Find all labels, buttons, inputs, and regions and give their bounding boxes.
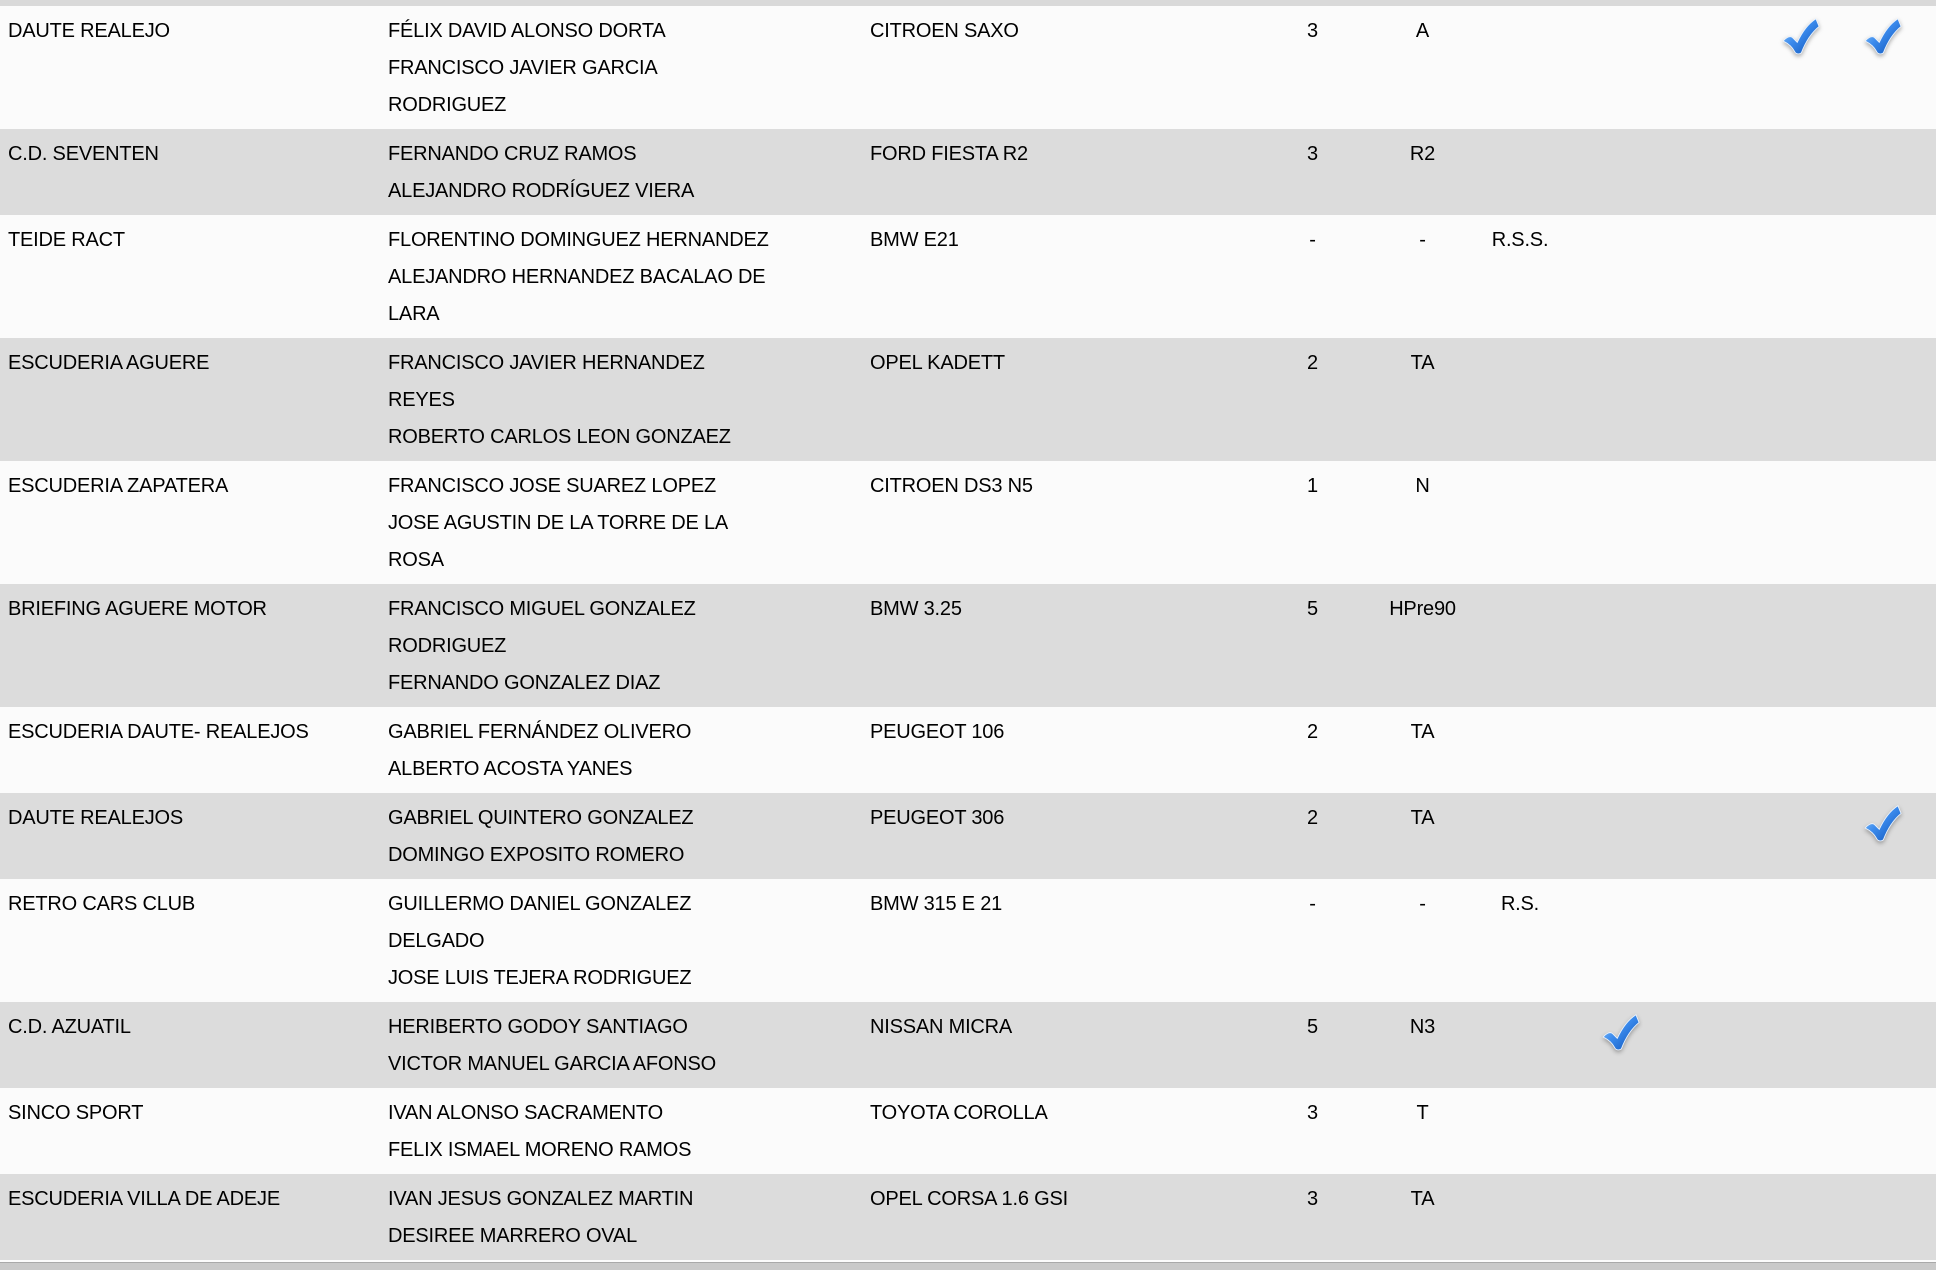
driver-line: RODRIGUEZ [388,94,507,116]
car-name: FORD FIESTA R2 [870,143,1028,165]
team-cell [0,707,388,793]
entry-number: 3 [1307,1102,1318,1124]
entry-number: 3 [1307,143,1318,165]
car-cell [870,793,1245,879]
check-cell-1 [1575,879,1665,1002]
number-cell [1245,1002,1380,1088]
class-code: T [1416,1102,1429,1124]
driver-line: JOSE LUIS TEJERA RODRIGUEZ [388,967,692,989]
driver-line: ALBERTO ACOSTA YANES [388,758,633,780]
drivers-cell [388,461,870,584]
car-cell [870,879,1245,1002]
class-code: HPre90 [1389,598,1456,620]
driver-line: FERNANDO CRUZ RAMOS [388,143,637,165]
driver-line: ALEJANDRO HERNANDEZ BACALAO DE [388,266,766,288]
drivers-cell [388,879,870,1002]
series-cell [1465,1088,1575,1174]
check-cell-2 [1755,215,1845,338]
driver-line: HERIBERTO GODOY SANTIAGO [388,1016,688,1038]
series-cell [1465,215,1575,338]
car-name: CITROEN DS3 N5 [870,475,1033,497]
team-name: RETRO CARS CLUB [8,893,196,915]
car-name: CITROEN SAXO [870,20,1019,42]
check-cell-3 [1845,1002,1936,1088]
entry-number: 1 [1307,475,1318,497]
car-cell [870,1002,1245,1088]
driver-line: REYES [388,389,455,411]
drivers-cell [388,215,870,338]
entries-table [0,6,1936,1260]
table-row [0,461,1936,584]
check-cell-2 [1755,879,1845,1002]
number-cell [1245,215,1380,338]
driver-line: GABRIEL QUINTERO GONZALEZ [388,807,694,829]
check-cell-1 [1575,215,1665,338]
car-cell [870,461,1245,584]
check-icon[interactable] [1862,803,1902,843]
check-cell-2 [1755,707,1845,793]
check-cell-1 [1575,793,1665,879]
drivers-cell [388,707,870,793]
drivers-cell [388,584,870,707]
series-cell [1465,461,1575,584]
check-cell-1 [1575,584,1665,707]
team-cell [0,793,388,879]
check-cell-3 [1845,6,1936,129]
team-cell [0,215,388,338]
gap-cell [1665,793,1755,879]
team-cell [0,1088,388,1174]
team-name: DAUTE REALEJO [8,20,170,42]
driver-line: ALEJANDRO RODRÍGUEZ VIERA [388,180,695,202]
number-cell [1245,129,1380,215]
check-cell-2 [1755,584,1845,707]
team-name: DAUTE REALEJOS [8,807,184,829]
gap-cell [1665,1088,1755,1174]
drivers-cell [388,129,870,215]
table-row [0,129,1936,215]
class-code: TA [1410,1188,1435,1210]
check-cell-2 [1755,461,1845,584]
car-cell [870,1088,1245,1174]
series-cell [1465,879,1575,1002]
series-code: R.S.S. [1491,229,1549,251]
class-code: R2 [1409,143,1436,165]
gap-cell [1665,707,1755,793]
car-name: OPEL KADETT [870,352,1005,374]
check-icon[interactable] [1780,16,1820,56]
table-row [0,6,1936,129]
driver-line: JOSE AGUSTIN DE LA TORRE DE LA [388,512,729,534]
entry-number: 3 [1307,20,1318,42]
number-cell [1245,707,1380,793]
car-name: PEUGEOT 106 [870,721,1005,743]
number-cell [1245,584,1380,707]
driver-line: ROSA [388,549,444,571]
class-cell [1380,584,1465,707]
driver-line: FRANCISCO JOSE SUAREZ LOPEZ [388,475,716,497]
class-cell [1380,6,1465,129]
check-cell-2 [1755,338,1845,461]
entry-number: 2 [1307,807,1318,829]
check-cell-3 [1845,215,1936,338]
check-icon[interactable] [1862,16,1902,56]
class-cell [1380,1088,1465,1174]
driver-line: ROBERTO CARLOS LEON GONZAEZ [388,426,731,448]
number-cell [1245,461,1380,584]
team-name: ESCUDERIA AGUERE [8,352,210,374]
number-cell [1245,879,1380,1002]
number-cell [1245,793,1380,879]
check-cell-1 [1575,461,1665,584]
check-cell-2 [1755,129,1845,215]
entry-number: 2 [1307,352,1318,374]
driver-line: DESIREE MARRERO OVAL [388,1225,638,1247]
entry-number: 5 [1307,598,1318,620]
driver-line: FRANCISCO JAVIER GARCIA [388,57,658,79]
driver-line: FÉLIX DAVID ALONSO DORTA [388,20,666,42]
gap-cell [1665,1174,1755,1260]
table-row [0,338,1936,461]
driver-line: DOMINGO EXPOSITO ROMERO [388,844,685,866]
driver-line: VICTOR MANUEL GARCIA AFONSO [388,1053,716,1075]
car-cell [870,215,1245,338]
entry-number: 2 [1307,721,1318,743]
driver-line: DELGADO [388,930,485,952]
check-cell-2 [1755,6,1845,129]
car-name: BMW 315 E 21 [870,893,1003,915]
check-cell-3 [1845,1088,1936,1174]
number-cell [1245,1174,1380,1260]
driver-line: RODRIGUEZ [388,635,507,657]
series-cell [1465,338,1575,461]
check-cell-1 [1575,6,1665,129]
check-cell-3 [1845,1174,1936,1260]
team-name: C.D. AZUATIL [8,1016,131,1038]
check-cell-2 [1755,793,1845,879]
number-cell [1245,1088,1380,1174]
car-name: BMW 3.25 [870,598,962,620]
table-row [0,707,1936,793]
entry-number: 3 [1307,1188,1318,1210]
check-cell-3 [1845,707,1936,793]
check-cell-1 [1575,1088,1665,1174]
car-cell [870,1174,1245,1260]
car-cell [870,584,1245,707]
check-cell-1 [1575,1002,1665,1088]
gap-cell [1665,879,1755,1002]
series-cell [1465,793,1575,879]
check-icon[interactable] [1600,1012,1640,1052]
series-cell [1465,1174,1575,1260]
number-cell [1245,6,1380,129]
team-name: SINCO SPORT [8,1102,144,1124]
team-cell [0,338,388,461]
car-name: PEUGEOT 306 [870,807,1005,829]
team-cell [0,584,388,707]
series-cell [1465,6,1575,129]
table-row [0,1002,1936,1088]
driver-line: FLORENTINO DOMINGUEZ HERNANDEZ [388,229,769,251]
check-cell-1 [1575,1174,1665,1260]
driver-line: FERNANDO GONZALEZ DIAZ [388,672,661,694]
check-cell-3 [1845,793,1936,879]
check-cell-3 [1845,879,1936,1002]
table-row [0,879,1936,1002]
check-cell-2 [1755,1174,1845,1260]
gap-cell [1665,584,1755,707]
drivers-cell [388,1088,870,1174]
check-cell-2 [1755,1088,1845,1174]
check-cell-1 [1575,707,1665,793]
car-cell [870,129,1245,215]
drivers-cell [388,6,870,129]
driver-line: IVAN ALONSO SACRAMENTO [388,1102,663,1124]
class-cell [1380,129,1465,215]
class-code: - [1419,893,1426,915]
class-cell [1380,1174,1465,1260]
driver-line: LARA [388,303,440,325]
entry-number: 5 [1307,1016,1318,1038]
class-code: N3 [1409,1016,1436,1038]
team-name: ESCUDERIA ZAPATERA [8,475,229,497]
gap-cell [1665,1002,1755,1088]
entry-number: - [1309,893,1316,915]
car-cell [870,338,1245,461]
class-code: A [1415,20,1430,42]
class-cell [1380,215,1465,338]
number-cell [1245,338,1380,461]
class-cell [1380,879,1465,1002]
car-cell [870,707,1245,793]
gap-cell [1665,129,1755,215]
check-cell-3 [1845,129,1936,215]
driver-line: FRANCISCO JAVIER HERNANDEZ [388,352,705,374]
driver-line: GABRIEL FERNÁNDEZ OLIVERO [388,721,692,743]
drivers-cell [388,1174,870,1260]
class-code: TA [1410,807,1435,829]
driver-line: FRANCISCO MIGUEL GONZALEZ [388,598,696,620]
team-name: ESCUDERIA VILLA DE ADEJE [8,1188,280,1210]
drivers-cell [388,1002,870,1088]
class-cell [1380,707,1465,793]
class-code: TA [1410,721,1435,743]
series-cell [1465,584,1575,707]
class-code: - [1419,229,1426,251]
driver-line: IVAN JESUS GONZALEZ MARTIN [388,1188,694,1210]
series-cell [1465,707,1575,793]
car-cell [870,6,1245,129]
class-cell [1380,461,1465,584]
gap-cell [1665,461,1755,584]
team-cell [0,879,388,1002]
table-row [0,1088,1936,1174]
team-cell [0,1002,388,1088]
check-cell-3 [1845,461,1936,584]
class-cell [1380,338,1465,461]
series-cell [1465,1002,1575,1088]
team-name: C.D. SEVENTEN [8,143,159,165]
team-cell [0,129,388,215]
entries-table-body [0,6,1936,1260]
team-cell [0,6,388,129]
check-cell-3 [1845,584,1936,707]
car-name: OPEL CORSA 1.6 GSI [870,1188,1068,1210]
car-name: TOYOTA COROLLA [870,1102,1048,1124]
entry-number: - [1309,229,1316,251]
check-cell-2 [1755,1002,1845,1088]
class-cell [1380,1002,1465,1088]
class-code: N [1415,475,1430,497]
team-cell [0,461,388,584]
driver-line: GUILLERMO DANIEL GONZALEZ [388,893,692,915]
gap-cell [1665,6,1755,129]
team-cell [0,1174,388,1260]
table-row [0,1174,1936,1260]
car-name: BMW E21 [870,229,959,251]
drivers-cell [388,793,870,879]
team-name: TEIDE RACT [8,229,125,251]
series-code: R.S. [1500,893,1540,915]
bottom-strip [0,1262,1936,1270]
class-cell [1380,793,1465,879]
team-name: ESCUDERIA DAUTE- REALEJOS [8,721,309,743]
check-cell-1 [1575,338,1665,461]
check-cell-3 [1845,338,1936,461]
series-cell [1465,129,1575,215]
drivers-cell [388,338,870,461]
table-row [0,584,1936,707]
team-name: BRIEFING AGUERE MOTOR [8,598,267,620]
gap-cell [1665,215,1755,338]
gap-cell [1665,338,1755,461]
driver-line: FELIX ISMAEL MORENO RAMOS [388,1139,692,1161]
table-row [0,793,1936,879]
class-code: TA [1410,352,1435,374]
table-row [0,215,1936,338]
check-cell-1 [1575,129,1665,215]
car-name: NISSAN MICRA [870,1016,1013,1038]
